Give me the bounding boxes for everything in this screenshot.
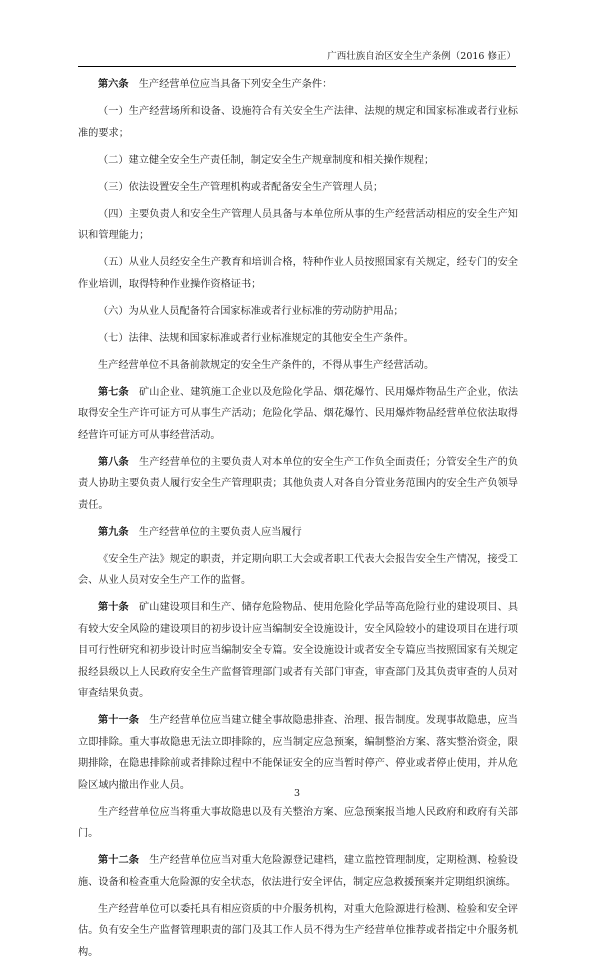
clause-7 (78, 328, 518, 350)
paragraph (78, 549, 518, 592)
article-11 (78, 710, 518, 796)
header-rule (78, 66, 516, 67)
article-text: 生产经营单位应当具备下列安全生产条件： (128, 79, 333, 90)
clause-4 (78, 204, 518, 247)
clause-text: （四）主要负责人和安全生产管理人员具备与本单位所从事的生产经营活动相应的安全生产知识和管理能力； (78, 208, 518, 241)
clause-text: （七）法律、法规和国家标准或者行业标准规定的其他安全生产条件。 (98, 332, 414, 344)
clause-text: （一）生产经营场所和设备、设施符合有关安全生产法律、法规的规定和国家标准或者行业标准的要求； (78, 106, 518, 139)
clause-3 (78, 177, 518, 199)
document-body (78, 74, 518, 969)
article-7 (78, 382, 518, 447)
article-text: 矿山企业、建筑施工企业以及危险化学品、烟花爆竹、民用爆炸物品生产企业，依法取得安全生产许可证方可从事生产活动；危险化学品、烟花爆竹、民用爆炸物品经营单位依法取得经营许可证方可从事经营活动。 (78, 386, 519, 441)
clause-5 (78, 252, 518, 295)
clause-text: （三）依法设置安全生产管理机构或者配备安全生产管理人员； (98, 181, 384, 193)
article-label: 第六条 (98, 79, 129, 90)
clause-text: （二）建立健全安全生产责任制，制定安全生产规章制度和相关操作规程； (98, 154, 435, 166)
article-label: 第十二条 (98, 855, 139, 866)
paragraph (78, 899, 518, 964)
article-text: 生产经营单位的主要负责人对本单位的安全生产工作负全面责任；分管安全生产的负责人协助主要负责人履行安全生产管理职责；其他负责人对各自分管业务范围内的安全生产负领导责任。 (78, 456, 519, 511)
article-label: 第十一条 (98, 715, 139, 726)
clause-6 (78, 301, 518, 323)
article-text: 生产经营单位的主要负责人应当履行 (128, 526, 302, 538)
paragraph-text: 生产经营单位不具备前款规定的安全生产条件的，不得从事生产经营活动。 (98, 359, 435, 371)
clause-text: （六）为从业人员配备符合国家标准或者行业标准的劳动防护用品； (98, 305, 404, 317)
article-text: 矿山建设项目和生产、储存危险物品、使用危险化学品等高危险行业的建设项目、具有较大安全风险的建设项目的初步设计应当编制安全设施设计，安全风险较小的建设项目在进行项目可行性研究和初步设计时应当编制安全专篇。安全设施设计或者安全专篇应当按照国家有关规定报经县级以上人民政府安全生产监督管理部门或者有关部门审查，审查部门及其负责审查的人员对审查结果负责。 (78, 602, 519, 699)
clause-2 (78, 150, 518, 172)
paragraph (78, 802, 518, 845)
clause-text: （五）从业人员经安全生产教育和培训合格，特种作业人员按照国家有关规定，经专门的安全作业培训，取得特种作业操作资格证书； (78, 257, 518, 290)
paragraph-text: 生产经营单位应当将重大事故隐患以及有关整治方案、应急预案报当地人民政府和政府有关部门。 (78, 806, 518, 839)
article-12 (78, 850, 518, 893)
article-text: 生产经营单位应当建立健全事故隐患排查、治理、报告制度。发现事故隐患，应当立即排除。重大事故隐患无法立即排除的，应当制定应急预案，编制整治方案、落实整治资金，限期排除，在隐患排除前或者排除过程中不能保证安全的应当暂时停产、停业或者停止使用，并从危险区域内撤出作业人员。 (78, 715, 518, 791)
article-6 (78, 74, 518, 96)
article-10 (78, 597, 518, 705)
article-label: 第八条 (98, 456, 129, 468)
article-label: 第十条 (98, 602, 129, 613)
page-number: 3 (293, 788, 301, 799)
article-label: 第七条 (98, 386, 129, 398)
article-8 (78, 452, 518, 517)
article-9 (78, 522, 518, 544)
clause-1 (78, 101, 518, 144)
paragraph-text: 生产经营单位可以委托具有相应资质的中介服务机构，对重大危险源进行检测、检验和安全评估。负有安全生产监督管理职责的部门及其工作人员不得为生产经营单位推荐或者指定中介服务机构。 (78, 903, 518, 958)
running-header: 广西壮族自治区安全生产条例（2016 修正） (327, 51, 516, 62)
article-label: 第九条 (98, 526, 129, 538)
paragraph-text: 《安全生产法》规定的职责，并定期向职工大会或者职工代表大会报告安全生产情况，接受工会、从业人员对安全生产工作的监督。 (78, 553, 518, 586)
paragraph (78, 355, 518, 377)
article-text: 生产经营单位应当对重大危险源登记建档，建立监控管理制度，定期检测、检验设施、设备和检查重大危险源的安全状态，依法进行安全评估，制定应急救援预案并定期组织演练。 (78, 855, 518, 888)
